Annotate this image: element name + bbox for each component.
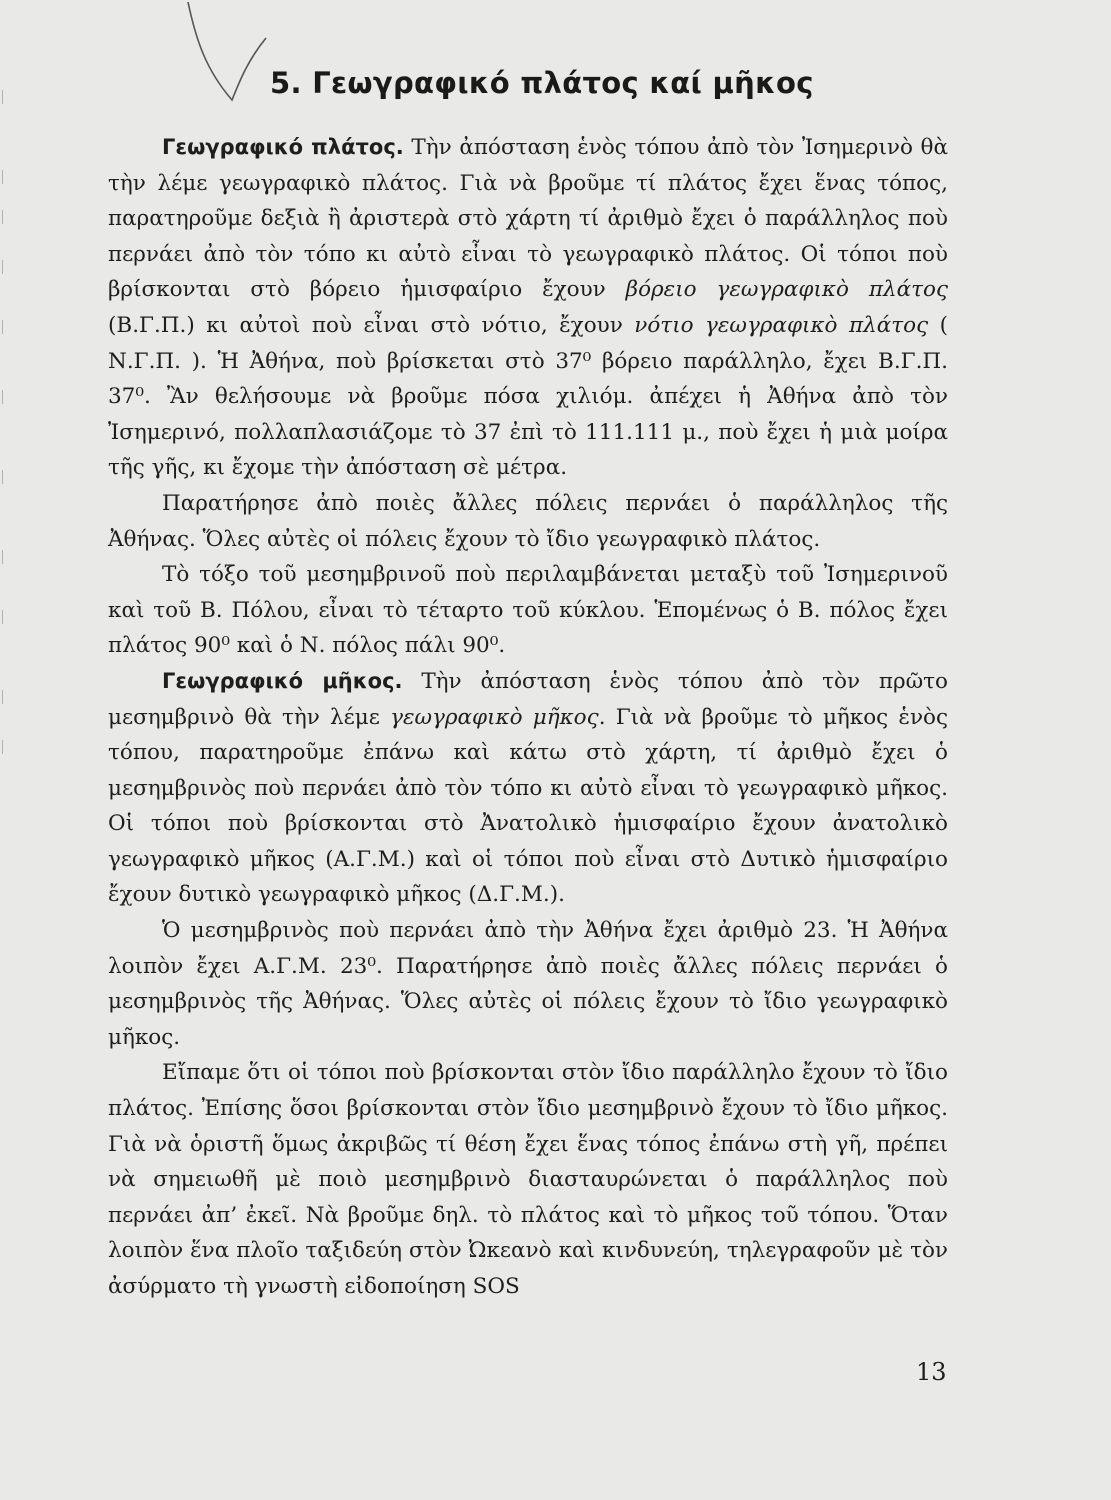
paragraph-poles: Τὸ τόξο τοῦ μεσημβρινοῦ ποὺ περιλαμβάνεται μεταξὺ τοῦ Ἰσημερινοῦ καὶ τοῦ Β. Πόλου, εἶναι τὸ τέταρτο τοῦ κύκλου. Ἑπομένως ὁ Β. πόλος ἔχει πλάτος 90⁰ καὶ ὁ Ν. πόλος πάλι 90⁰. — [108, 562, 948, 659]
heading-longitude: Γεωγραφικό μῆκος. — [162, 668, 403, 693]
page-number: 13 — [916, 1358, 947, 1386]
paragraph-athens-parallel: Παρατήρησε ἀπὸ ποιὲς ἄλλες πόλεις περνάει ὁ παράλληλος τῆς Ἀθήνας. Ὅλες αὐτὲς οἱ πόλεις ἔχουν τὸ ἴδιο γεωγραφικὸ πλάτος. — [108, 490, 948, 552]
paragraph-athens-meridian: Ὁ μεσημβρινὸς ποὺ περνάει ἀπὸ τὴν Ἀθήνα ἔχει ἀριθμὸ 23. Ἡ Ἀθήνα λοιπὸν ἔχει Α.Γ.Μ. 23⁰. Παρατήρησε ἀπὸ ποιὲς ἄλλες πόλεις περνάει ὁ μεσημβρινὸς τῆς Ἀθήνας. Ὅλες αὐτὲς οἱ πόλεις ἔχουν τὸ ἴδιο γεωγραφικὸ μῆκος. — [108, 918, 948, 1050]
text-body — [108, 130, 948, 1305]
paragraph-longitude: Γεωγραφικό μῆκος. Τὴν ἀπόσταση ἑνὸς τόπου ἀπὸ τὸν πρῶτο μεσημβρινὸ θὰ τὴν λέμε γεωγραφικὸ μῆκος. Γιὰ νὰ βροῦμε τὸ μῆκος ἑνὸς τόπου, παρατηροῦμε ἐπάνω καὶ κάτω στὸ χάρτη, τί ἀριθμὸ ἔχει ὁ μεσημβρινὸς ποὺ περνάει ἀπὸ τὸν τόπο κι αὐτὸ εἶναι τὸ γεωγραφικὸ μῆκος. Οἱ τόποι ποὺ βρίσκονται στὸ Ἀνατολικὸ ἡμισφαίριο ἔχουν ἀνατολικὸ γεωγραφικὸ μῆκος (Α.Γ.Μ.) καὶ οἱ τόποι ποὺ εἶναι στὸ Δυτικὸ ἡμισφαίριο ἔχουν δυτικὸ γεωγραφικὸ μῆκος (Δ.Γ.Μ.). — [108, 668, 948, 908]
pencil-checkmark-icon — [170, 0, 280, 110]
heading-latitude: Γεωγραφικό πλάτος. — [162, 135, 404, 159]
section-title: 5. Γεωγραφικό πλάτος καί μῆκος — [270, 66, 814, 100]
margin-marks — [0, 90, 12, 790]
paragraph-position: Εἴπαμε ὅτι οἱ τόποι ποὺ βρίσκονται στὸν ἴδιο παράλληλο ἔχουν τὸ ἴδιο πλάτος. Ἐπίσης ὅσοι βρίσκονται στὸν ἴδιο μεσημβρινὸ ἔχουν τὸ ἴδιο μῆκος. Γιὰ νὰ ὁριστῆ ὅμως ἀκριβῶς τί θέση ἔχει ἕνας τόπος ἐπάνω στὴ γῆ, πρέπει νὰ σημειωθῆ μὲ ποιὸ μεσημβρινὸ διασταυρώνεται ὁ παράλληλος ποὺ περνάει ἀπ’ ἐκεῖ. Νὰ βροῦμε δηλ. τὸ πλάτος καὶ τὸ μῆκος τοῦ τόπου. Ὅταν λοιπὸν ἕνα πλοῖο ταξιδεύη στὸν Ὠκεανὸ καὶ κινδυνεύη, τηλεγραφοῦν μὲ τὸν ἀσύρματο τὴ γνωστὴ εἰδοποίηση SOS — [108, 1060, 948, 1299]
paragraph-latitude: Γεωγραφικό πλάτος. Τὴν ἀπόσταση ἑνὸς τόπου ἀπὸ τὸν Ἰσημερινὸ θὰ τὴν λέμε γεωγραφικὸ πλάτος. Γιὰ νὰ βροῦμε τί πλάτος ἔχει ἕνας τόπος, παρατηροῦμε δεξιὰ ἢ ἀριστερὰ στὸ χάρτη τί ἀριθμὸ ἔχει ὁ παράλληλος ποὺ περνάει ἀπὸ τὸν τόπο κι αὐτὸ εἶναι τὸ γεωγραφικὸ πλάτος. Οἱ τόποι ποὺ βρίσκονται στὸ βόρειο ἡμισφαίριο ἔχουν βόρειο γεωγραφικὸ πλάτος (Β.Γ.Π.) κι αὐτοὶ ποὺ εἶναι στὸ νότιο, ἔχουν νότιο γεωγραφικὸ πλάτος ( Ν.Γ.Π. ). Ἡ Ἀθήνα, ποὺ βρίσκεται στὸ 37⁰ βόρειο παράλληλο, ἔχει Β.Γ.Π. 37⁰. Ἂν θελήσουμε νὰ βροῦμε πόσα χιλιόμ. ἀπέχει ἡ Ἀθήνα ἀπὸ τὸν Ἰσημερινό, πολλαπλασιάζομε τὸ 37 ἐπὶ τὸ 111.111 μ., ποὺ ἔχει ἡ μιὰ μοίρα τῆς γῆς, κι ἔχομε τὴν ἀπόσταση σὲ μέτρα. — [108, 135, 949, 481]
